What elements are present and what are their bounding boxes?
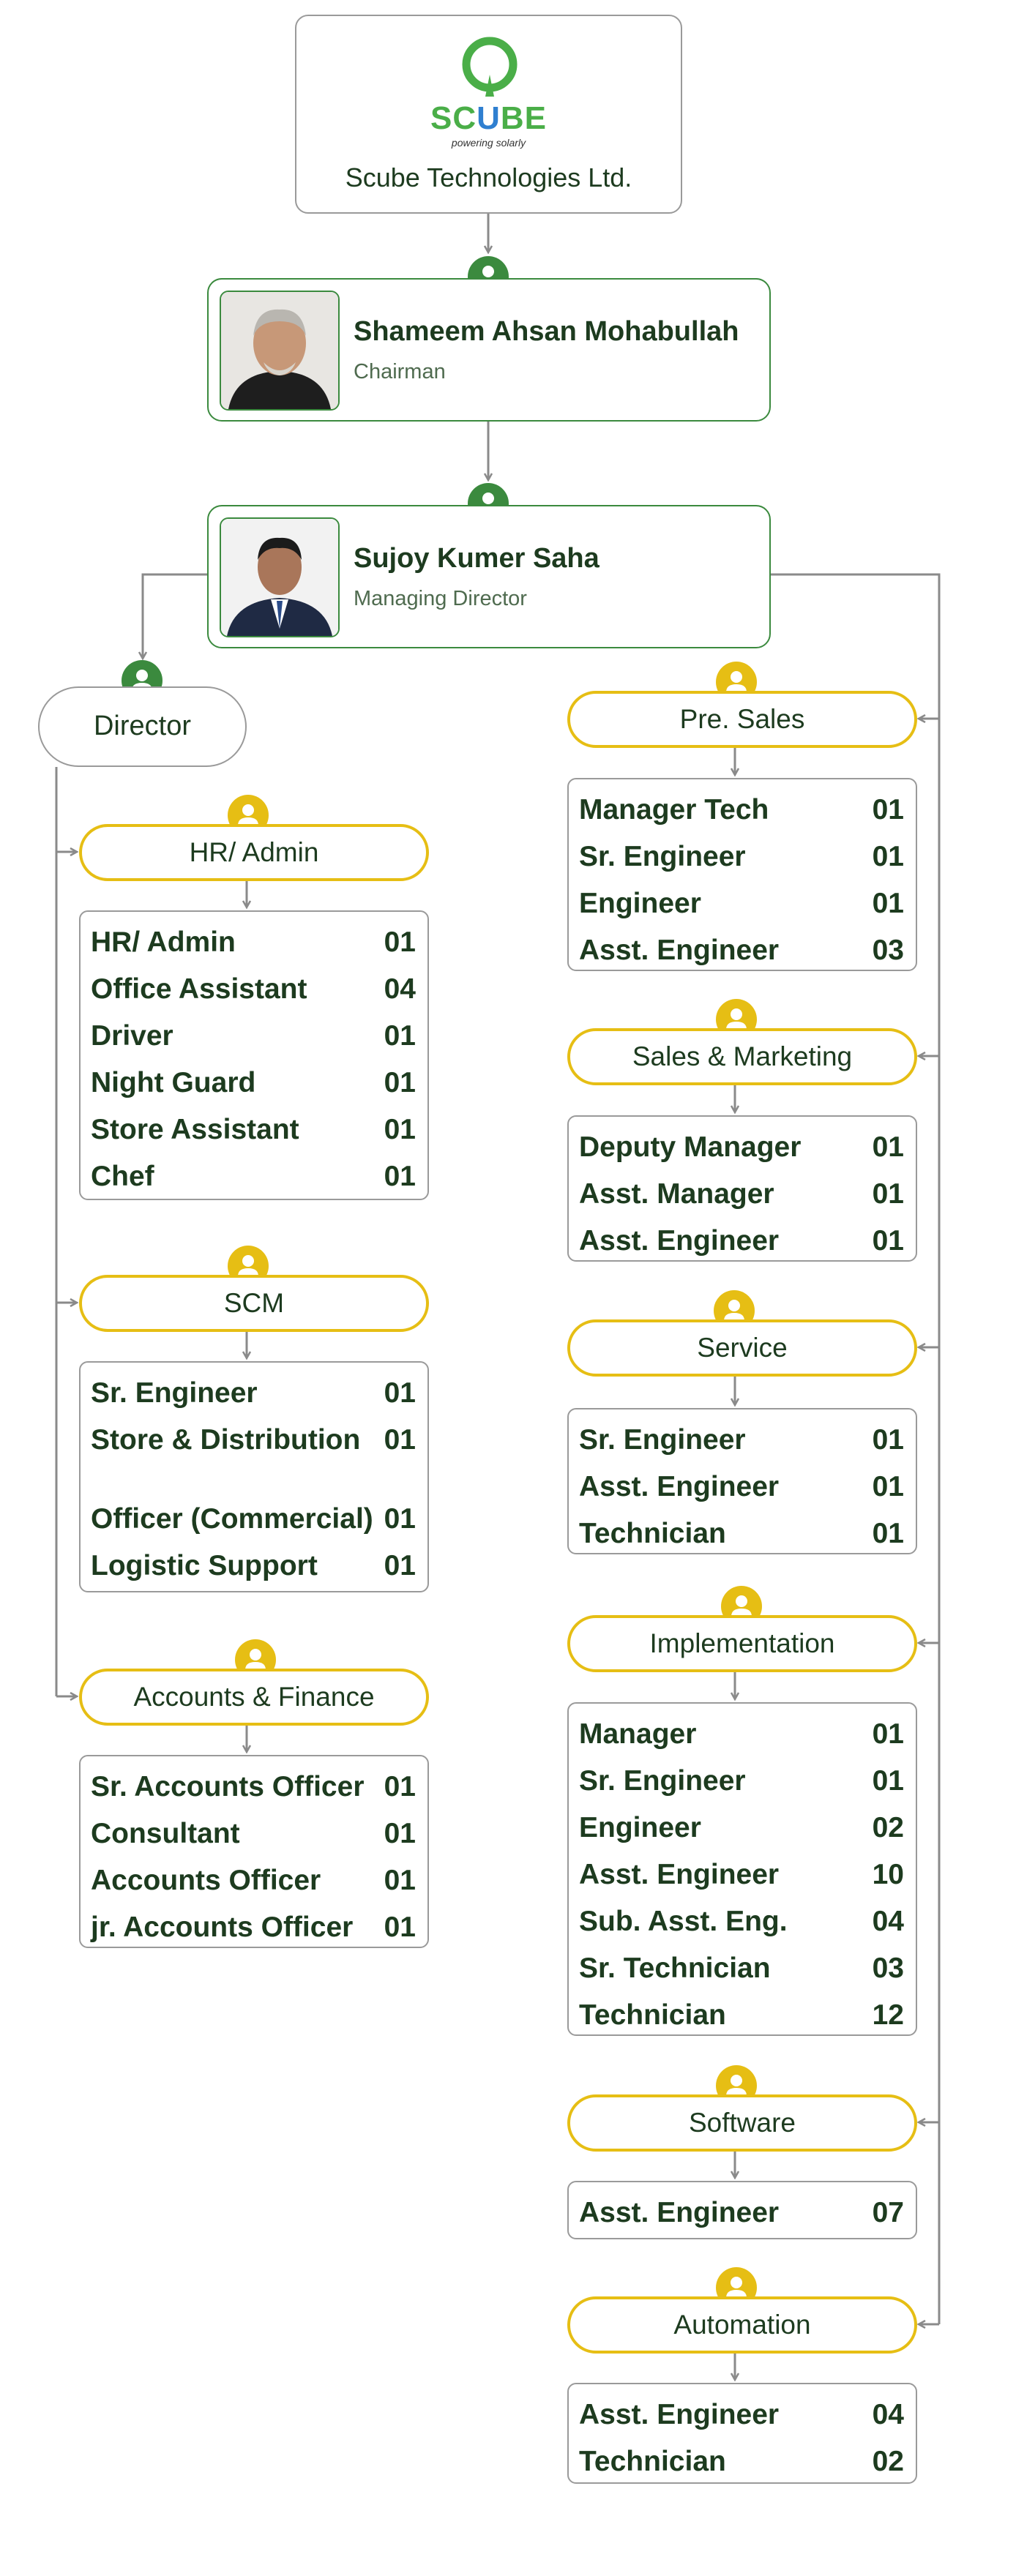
- headcount: 01: [384, 1818, 416, 1849]
- roster-row: [579, 880, 904, 927]
- role-label: Consultant: [91, 1818, 240, 1849]
- scube-logo-icon: [460, 37, 520, 97]
- headcount: 01: [872, 794, 904, 825]
- roster-row: [91, 1417, 416, 1464]
- role-label: Engineer: [579, 1812, 701, 1843]
- roster-row: [91, 1904, 416, 1951]
- roster-row: [579, 2438, 904, 2485]
- roster-row: [579, 2392, 904, 2438]
- department-title: Pre. Sales: [567, 691, 917, 748]
- roster-row: [579, 834, 904, 880]
- headcount: 01: [384, 1912, 416, 1943]
- role-label: Technician: [579, 2446, 726, 2477]
- roster-row: [579, 1218, 904, 1265]
- headcount: 01: [872, 1765, 904, 1797]
- headcount: 01: [872, 1178, 904, 1210]
- department-roster: [567, 2383, 917, 2484]
- headcount: 01: [384, 1020, 416, 1052]
- headcount: 01: [872, 1424, 904, 1456]
- headcount: 01: [384, 1771, 416, 1802]
- role-label: Sr. Engineer: [579, 841, 746, 872]
- role-label: Sub. Asst. Eng.: [579, 1906, 788, 1937]
- department-roster: [567, 1702, 917, 2036]
- roster-row: [91, 1153, 416, 1200]
- role-label: Asst. Engineer: [579, 935, 780, 966]
- role-label: Asst. Engineer: [579, 1859, 780, 1890]
- role-label: Asst. Engineer: [579, 1225, 780, 1257]
- department-roster: [567, 778, 917, 971]
- role-label: Store Assistant: [91, 1114, 299, 1145]
- roster-row: [91, 1857, 416, 1904]
- chairman-name: Shameem Ahsan Mohabullah: [354, 316, 739, 347]
- role-label: Chef: [91, 1161, 154, 1192]
- headcount: 01: [384, 1067, 416, 1098]
- roster-row: [579, 1758, 904, 1805]
- roster-row: [579, 1945, 904, 1992]
- headcount: 03: [872, 935, 904, 966]
- roster-row: [579, 1124, 904, 1171]
- roster-row: [579, 1417, 904, 1464]
- md-role: Managing Director: [354, 587, 527, 610]
- headcount: 04: [872, 1906, 904, 1937]
- roster-row: [91, 919, 416, 966]
- chairman-role: Chairman: [354, 360, 446, 383]
- role-label: Office Assistant: [91, 973, 307, 1005]
- headcount: 01: [872, 888, 904, 919]
- role-label: Sr. Accounts Officer: [91, 1771, 365, 1802]
- headcount: 01: [384, 1377, 416, 1409]
- md-photo: [220, 517, 340, 637]
- headcount: 01: [384, 1550, 416, 1581]
- roster-row: [91, 1370, 416, 1417]
- headcount: 03: [872, 1952, 904, 1984]
- roster-row: [579, 927, 904, 974]
- roster-row: [579, 1711, 904, 1758]
- role-label: Driver: [91, 1020, 173, 1052]
- chairman-photo: [220, 291, 340, 411]
- headcount: 01: [872, 1131, 904, 1163]
- role-label: Sr. Engineer: [579, 1424, 746, 1456]
- department-title: Sales & Marketing: [567, 1028, 917, 1085]
- headcount: 01: [872, 1718, 904, 1750]
- md-name: Sujoy Kumer Saha: [354, 543, 599, 574]
- role-label: Night Guard: [91, 1067, 256, 1098]
- department-roster: [567, 1115, 917, 1262]
- headcount: 10: [872, 1859, 904, 1890]
- headcount: 01: [384, 1161, 416, 1192]
- role-label: Logistic Support: [91, 1550, 318, 1581]
- headcount: 01: [384, 926, 416, 958]
- headcount: 02: [872, 2446, 904, 2477]
- department-title: Software: [567, 2094, 917, 2152]
- department-roster: [79, 910, 429, 1200]
- roster-row: [91, 1013, 416, 1060]
- headcount: 01: [384, 1424, 416, 1456]
- department-roster: [79, 1361, 429, 1592]
- role-label: Asst. Manager: [579, 1178, 774, 1210]
- role-label: Technician: [579, 1518, 726, 1549]
- roster-row: [91, 966, 416, 1013]
- role-label: Sr. Technician: [579, 1952, 771, 1984]
- roster-row: [579, 1805, 904, 1852]
- company-card: [295, 15, 682, 214]
- department-title: Accounts & Finance: [79, 1669, 429, 1726]
- department-roster: [567, 1408, 917, 1554]
- role-label: Asst. Engineer: [579, 2399, 780, 2430]
- headcount: 01: [872, 841, 904, 872]
- role-label: HR/ Admin: [91, 926, 236, 958]
- roster-row: [579, 1510, 904, 1557]
- headcount: 04: [872, 2399, 904, 2430]
- role-label: Engineer: [579, 888, 701, 919]
- logo-tagline: powering solarly: [451, 137, 526, 149]
- role-label: Manager: [579, 1718, 697, 1750]
- role-label: Sr. Engineer: [579, 1765, 746, 1797]
- logo-wordmark: SCUBE: [430, 100, 548, 136]
- roster-row: [579, 2190, 904, 2236]
- role-label: Deputy Manager: [579, 1131, 802, 1163]
- role-label: Sr. Engineer: [91, 1377, 258, 1409]
- roster-row: [579, 1898, 904, 1945]
- department-title: Service: [567, 1319, 917, 1377]
- department-title: HR/ Admin: [79, 824, 429, 881]
- roster-row: [579, 1464, 904, 1510]
- roster-row: [91, 1543, 416, 1590]
- role-label: Manager Tech: [579, 794, 769, 825]
- headcount: 04: [384, 973, 416, 1005]
- role-label: Asst. Engineer: [579, 2197, 780, 2228]
- role-label: Store & Distribution: [91, 1424, 361, 1456]
- headcount: 01: [384, 1865, 416, 1896]
- roster-row: [579, 1992, 904, 2039]
- headcount: 01: [872, 1471, 904, 1502]
- department-roster: [79, 1755, 429, 1948]
- department-title: Automation: [567, 2296, 917, 2354]
- roster-row: [91, 1811, 416, 1857]
- roster-row: [579, 787, 904, 834]
- roster-row: [91, 1060, 416, 1107]
- roster-row: [579, 1171, 904, 1218]
- headcount: 01: [872, 1518, 904, 1549]
- department-roster: [567, 2181, 917, 2239]
- roster-row: [91, 1764, 416, 1811]
- role-label: Officer (Commercial): [91, 1503, 373, 1535]
- headcount: 12: [872, 1999, 904, 2031]
- roster-row: [91, 1107, 416, 1153]
- role-label: Accounts Officer: [91, 1865, 321, 1896]
- roster-row: [91, 1464, 416, 1543]
- department-title: SCM: [79, 1275, 429, 1332]
- headcount: 01: [384, 1503, 416, 1535]
- director-node: Director: [38, 686, 247, 767]
- role-label: jr. Accounts Officer: [91, 1912, 354, 1943]
- chairman-card: [207, 278, 771, 422]
- headcount: 01: [384, 1114, 416, 1145]
- headcount: 02: [872, 1812, 904, 1843]
- roster-row: [579, 1852, 904, 1898]
- md-card: [207, 505, 771, 648]
- company-name: Scube Technologies Ltd.: [345, 162, 632, 192]
- role-label: Asst. Engineer: [579, 1471, 780, 1502]
- department-title: Implementation: [567, 1615, 917, 1672]
- role-label: Technician: [579, 1999, 726, 2031]
- headcount: 01: [872, 1225, 904, 1257]
- headcount: 07: [872, 2197, 904, 2228]
